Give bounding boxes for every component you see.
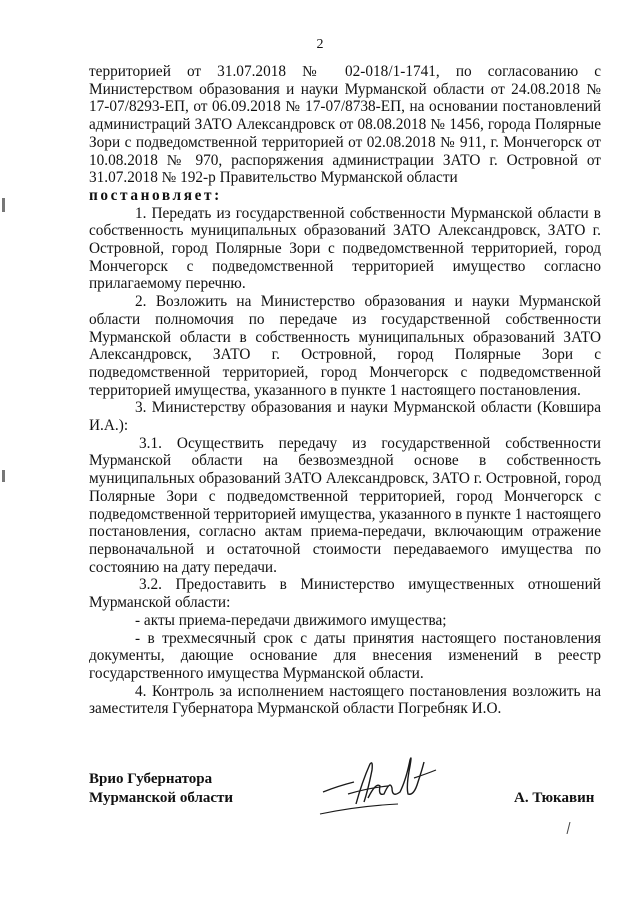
paragraph-item-3-1: 3.1. Осуществить передачу из государственной собственности Мурманской области на безвозмездной основе в собственность муниципальных образований ЗАТО Александровск, ЗАТО г. Островной, город Полярные Зори с подведомственной территорией, город Мончегорск с подведомственной территорией имущества, указанного в пункте 1 настоящего постановления, согласно актам приема-передачи, включающим отражение первоначальной и остаточной стоимости передаваемого имущества по состоянию на дату передачи. (89, 434, 601, 576)
page-number: 2 (316, 37, 324, 52)
paragraph-preamble: территорией от 31.07.2018 № 02-018/1-1741, по согласованию с Министерством образования и науки Мурманской области от 24.08.2018 № 17-07/8293-ЕП, от 06.09.2018 № 17-07/8738-ЕП, на основании постановлений администраций ЗАТО Александровск от 08.08.2018 № 1456, города Полярные Зори с подведомственной территорией от 02.08.2018 № 911, г. Мончегорск от 10.08.2018 № 970, распоряжения администрации ЗАТО г. Островной от 31.07.2018 № 192-р Правительство Мурманской области (89, 63, 601, 187)
margin-mark (2, 198, 5, 212)
document-body (89, 63, 601, 718)
list-item-acts: - акты приема-передачи движимого имущества; (135, 611, 447, 629)
signatory-position-line2: Мурманской области (89, 790, 234, 806)
paragraph-item-3-2: 3.2. Предоставить в Министерство имущественных отношений Мурманской области: (89, 576, 601, 612)
handwritten-signature (318, 752, 448, 822)
signatory-position-line1: Врио Губернатора (89, 771, 213, 787)
list-item-documents: - в трехмесячный срок с даты принятия настоящего постановления документы, дающие основание для внесения изменений в реестр государственного имущества Мурманской области. (89, 629, 601, 682)
pen-tick-mark (566, 822, 571, 834)
paragraph-item-1: 1. Передать из государственной собственности Мурманской области в собственность муниципальных образований ЗАТО Александровск, ЗАТО г. Островной, город Полярные Зори с подведомственной территорией, город Мончегорск с подведомственной территорией имущество согласно прилагаемому перечню. (89, 204, 601, 293)
decree-word: постановляет: (89, 186, 222, 204)
signatory-position (89, 770, 233, 808)
signatory-name: А. Тюкавин (514, 790, 595, 806)
margin-mark (2, 470, 5, 482)
paragraph-item-3: 3. Министерству образования и науки Мурманской области (Ковшира И.А.): (89, 399, 601, 435)
paragraph-item-2: 2. Возложить на Министерство образования и науки Мурманской области полномочия по передаче из государственной собственности Мурманской области в собственность муниципальных образований ЗАТО Александровск, ЗАТО г. Островной, город Полярные Зори с подведомственной территорией, город Мончегорск с подведомственной территорией имущества, указанного в пункте 1 настоящего постановления. (89, 293, 601, 399)
paragraph-item-4: 4. Контроль за исполнением настоящего постановления возложить на заместителя Губернатора Мурманской области Погребняк И.О. (89, 682, 601, 718)
